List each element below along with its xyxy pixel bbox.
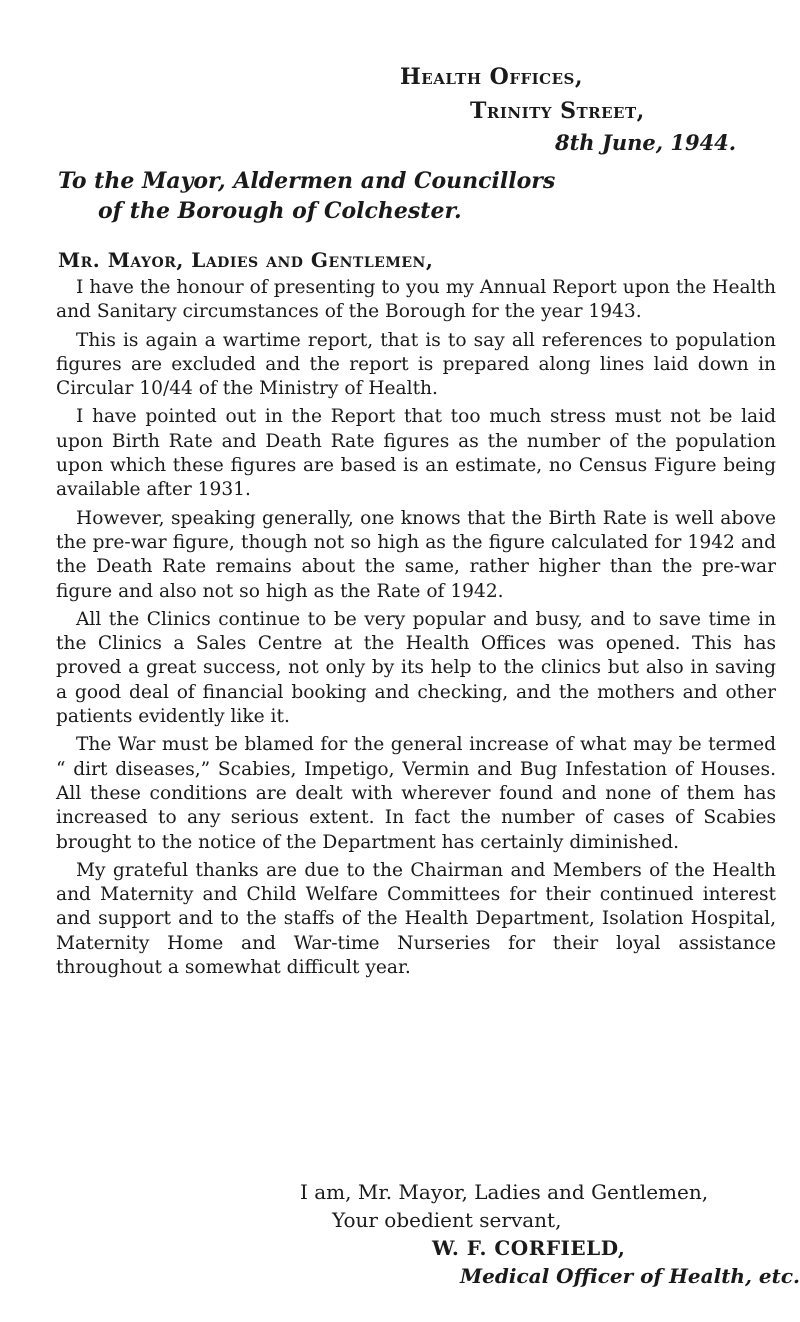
letterhead-line-1: Health Offices, (400, 64, 584, 90)
paragraph: All the Clinics continue to be very popular and busy, and to save time in the Clinics a Sales Centre at the Health Offices was opened. This has proved a great success, not only by its help to the clinics but also in saving a good deal of financial booking and checking, and the mothers and other patients evidently like it. (56, 608, 776, 728)
letter-date: 8th June, 1944. (555, 130, 737, 155)
paragraph: The War must be blamed for the general increase of what may be termed “ dirt diseases,” Scabies, Impetigo, Vermin and Bug Infestation of Houses. All these conditions are dealt with wherever found and none of them has increased to any serious extent. In fact the number of cases of Scabies brought to the notice of the Department has certainly diminished. (56, 734, 776, 853)
paragraph: I have pointed out in the Report that too much stress must not be laid upon Birth Rate and Death Rate figures as the number of the population upon which these figures are based is an estimate, no Census Figure being available after 1931. (56, 406, 776, 501)
paragraph: However, speaking generally, one knows that the Birth Rate is well above the pre-war figure, though not so high as the figure calculated for 1942 and the Death Rate remains about the same, rather higher than the pre-war figure and also not so high as the Rate of 1942. (56, 507, 776, 602)
signatory-name: W. F. CORFIELD, (432, 1236, 626, 1260)
letterhead-line-2: Trinity Street, (470, 98, 645, 124)
salutation: Mr. Mayor, Ladies and Gentlemen, (58, 248, 434, 272)
recipient-line-1: To the Mayor, Aldermen and Councillors (58, 168, 556, 194)
letter-body (56, 276, 776, 984)
paragraph: This is again a wartime report, that is to say all references to population figures are excluded and the report is prepared along lines laid down in Circular 10/44 of the Ministry of Health. (56, 329, 776, 400)
closing-line-1: I am, Mr. Mayor, Ladies and Gentlemen, (300, 1180, 709, 1204)
signatory-title: Medical Officer of Health, etc. (460, 1264, 800, 1288)
paragraph: I have the honour of presenting to you my Annual Report upon the Health and Sanitary circumstances of the Borough for the year 1943. (56, 277, 776, 323)
recipient-line-2: of the Borough of Colchester. (98, 198, 462, 224)
closing-line-2: Your obedient servant, (332, 1208, 562, 1232)
paragraph: My grateful thanks are due to the Chairman and Members of the Health and Maternity and Child Welfare Committees for their continued interest and support and to the staffs of the Health Department, Isolation Hospital, Maternity Home and War-time Nurseries for their loyal assistance throughout a somewhat difficult year. (56, 859, 776, 979)
